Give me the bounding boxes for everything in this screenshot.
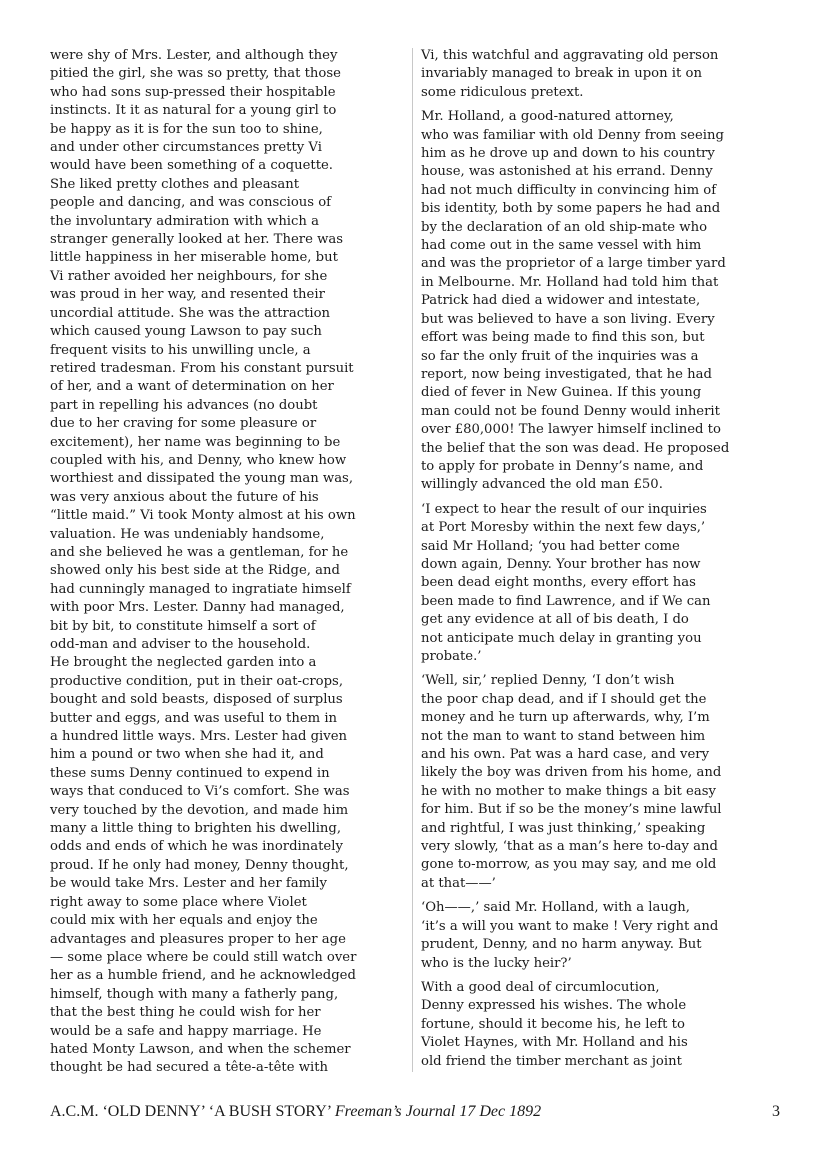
text-line: himself, though with many a fatherly pang, xyxy=(50,986,339,1002)
left-text-column xyxy=(50,47,402,1078)
text-line: these sums Denny continued to expend in xyxy=(50,765,330,781)
text-line: Vi, this watchful and aggravating old person xyxy=(421,48,719,63)
text-line: and rightful, I was just thinking,’ speaking xyxy=(421,820,706,836)
text-line: had cunningly managed to ingratiate himself xyxy=(50,581,351,597)
text-line: and she believed he was a gentleman, for he xyxy=(50,544,349,560)
text-line: could mix with her equals and enjoy the xyxy=(50,913,318,929)
text-line: gone to-morrow, as you may say, and me old xyxy=(421,857,717,873)
text-line: but was believed to have a son living. Every xyxy=(421,311,715,327)
text-line: the belief that the son was dead. He proposed xyxy=(421,440,730,456)
text-line: for him. But if so be the money’s mine lawful xyxy=(421,802,722,818)
text-line: in Melbourne. Mr. Holland had told him that xyxy=(421,274,719,290)
text-line: thought be had secured a tête-a-tête with xyxy=(50,1060,329,1076)
text-line: her as a humble friend, and he acknowledged xyxy=(50,968,356,984)
text-line: been dead eight months, every effort has xyxy=(421,575,696,591)
text-line: to apply for probate in Denny’s name, and xyxy=(421,458,704,474)
text-line: Violet Haynes, with Mr. Holland and his xyxy=(421,1035,688,1051)
text-line: died of fever in New Guinea. If this young xyxy=(421,385,702,401)
text-line: get any evidence at all of bis death, I do xyxy=(421,612,689,628)
text-line: likely the boy was driven from his home, and xyxy=(421,765,722,781)
text-line: very touched by the devotion, and made him xyxy=(50,802,349,818)
text-line: frequent visits to his unwilling uncle, a xyxy=(50,342,311,358)
text-line: probate.’ xyxy=(421,649,482,664)
text-line: prudent, Denny, and no harm anyway. But xyxy=(421,937,702,953)
text-line: effort was being made to find this son, but xyxy=(421,330,705,346)
text-line: at that——’ xyxy=(421,875,496,891)
text-line: were shy of Mrs. Lester, and although they xyxy=(50,48,338,63)
text-line: butter and eggs, and was useful to them in xyxy=(50,710,338,726)
text-line: retired tradesman. From his constant pursuit xyxy=(50,360,354,376)
text-line: and under other circumstances pretty Vi xyxy=(50,140,322,156)
text-line: with poor Mrs. Lester. Danny had managed, xyxy=(50,600,345,616)
text-line: money and he turn up afterwards, why, I’m xyxy=(421,710,710,726)
right-text-column xyxy=(421,47,777,1071)
text-line: Mr. Holland, a good-natured attorney, xyxy=(421,109,674,125)
text-line: excitement), her name was beginning to be xyxy=(50,434,341,450)
text-line: had come out in the same vessel with him xyxy=(421,238,702,254)
text-line: coupled with his, and Denny, who knew how xyxy=(50,452,347,468)
text-line: many a little thing to brighten his dwelling, xyxy=(50,821,342,837)
text-line: uncordial attitude. She was the attraction xyxy=(50,305,331,321)
text-line: was very anxious about the future of his xyxy=(50,489,319,505)
text-line: would be a safe and happy marriage. He xyxy=(50,1023,322,1039)
text-line: With a good deal of circumlocution, xyxy=(421,979,660,995)
text-line: and was the proprietor of a large timber yard xyxy=(421,256,726,272)
footer-citation: A.C.M. ‘OLD DENNY’ ‘A BUSH STORY’ xyxy=(50,1103,335,1120)
text-line: and his own. Pat was a hard case, and very xyxy=(421,747,710,763)
text-line: him a pound or two when she had it, and xyxy=(50,747,324,763)
text-line: bought and sold beasts, disposed of surplus xyxy=(50,692,343,708)
text-line: ‘Well, sir,’ replied Denny, ‘I don’t wish xyxy=(421,673,675,689)
text-line: who is the lucky heir?’ xyxy=(421,955,572,971)
text-line: valuation. He was undeniably handsome, xyxy=(50,526,325,542)
footer-source: Freeman’s Journal 17 Dec 1892 xyxy=(334,1103,542,1120)
text-line: old friend the timber merchant as joint xyxy=(421,1053,682,1069)
page-number: 3 xyxy=(772,1103,780,1120)
text-line: Denny expressed his wishes. The whole xyxy=(421,998,687,1014)
text-line: fortune, should it become his, he left to xyxy=(421,1016,685,1032)
text-line: ‘Oh——,’ said Mr. Holland, with a laugh, xyxy=(421,900,690,916)
text-line: little happiness in her miserable home, but xyxy=(50,250,338,266)
text-line: he with no mother to make things a bit easy xyxy=(421,783,716,799)
text-line: ‘it’s a will you want to make ! Very right and xyxy=(421,918,719,934)
text-line: hated Monty Lawson, and when the schemer xyxy=(50,1041,351,1057)
text-line: at Port Moresby within the next few days,’ xyxy=(421,520,706,536)
text-line: the poor chap dead, and if I should get the xyxy=(421,691,707,707)
text-line: be would take Mrs. Lester and her family xyxy=(50,876,327,892)
page-footer xyxy=(50,1103,780,1121)
text-line: bit by bit, to constitute himself a sort of xyxy=(50,618,316,634)
text-line: been made to find Lawrence, and if We can xyxy=(421,593,711,609)
text-line: ‘I expect to hear the result of our inquiries xyxy=(421,501,707,517)
text-line: bis identity, both by some papers he had and xyxy=(421,201,721,217)
text-line: so far the only fruit of the inquiries was a xyxy=(421,348,699,364)
text-line: instincts. It it as natural for a young girl to xyxy=(50,103,337,119)
text-line: the involuntary admiration with which a xyxy=(50,213,319,229)
text-line: stranger generally looked at her. There was xyxy=(50,232,343,248)
text-line: by the declaration of an old ship-mate who xyxy=(421,219,708,235)
text-line: due to her craving for some pleasure or xyxy=(50,416,317,432)
text-line: who was familiar with old Denny from seeing xyxy=(421,127,724,143)
column-divider xyxy=(412,48,413,1072)
text-line: him as he drove up and down to his country xyxy=(421,146,715,162)
text-line: worthiest and dissipated the young man was, xyxy=(50,471,354,487)
text-line: house, was astonished at his errand. Denny xyxy=(421,164,713,180)
text-line: that the best thing he could wish for her xyxy=(50,1005,321,1021)
text-line: proud. If he only had money, Denny thought, xyxy=(50,857,349,873)
text-line: “little maid.” Vi took Monty almost at his own xyxy=(50,508,356,524)
text-line: had not much difficulty in convincing him of xyxy=(421,182,717,198)
text-line: down again, Denny. Your brother has now xyxy=(421,556,701,572)
text-line: would have been something of a coquette. xyxy=(50,158,333,174)
text-line: Vi rather avoided her neighbours, for she xyxy=(50,268,328,284)
text-line: very slowly, ‘that as a man’s here to-day and xyxy=(421,839,718,855)
text-line: part in repelling his advances (no doubt xyxy=(50,397,318,413)
text-line: right away to some place where Violet xyxy=(50,894,307,910)
text-line: willingly advanced the old man £50. xyxy=(421,477,663,493)
text-line: who had sons sup-pressed their hospitable xyxy=(50,84,336,100)
text-line: ways that conduced to Vi’s comfort. She was xyxy=(50,784,350,800)
text-line: said Mr Holland; ‘you had better come xyxy=(421,538,680,554)
text-line: advantages and pleasures proper to her age xyxy=(50,931,346,947)
text-line: was proud in her way, and resented their xyxy=(50,287,325,303)
text-line: — some place where be could still watch over xyxy=(50,949,357,965)
text-line: be happy as it is for the sun too to shine, xyxy=(50,121,323,137)
text-line: She liked pretty clothes and pleasant xyxy=(50,176,300,192)
text-line: man could not be found Denny would inherit xyxy=(421,403,720,419)
text-line: people and dancing, and was conscious of xyxy=(50,195,332,211)
text-line: odds and ends of which he was inordinately xyxy=(50,839,343,855)
text-line: He brought the neglected garden into a xyxy=(50,655,317,671)
text-line: over £80,000! The lawyer himself inclined to xyxy=(421,422,721,438)
text-line: report, now being investigated, that he had xyxy=(421,366,712,382)
text-line: showed only his best side at the Ridge, and xyxy=(50,563,340,579)
text-line: Patrick had died a widower and intestate, xyxy=(421,293,701,309)
text-line: productive condition, put in their oat-crops, xyxy=(50,673,344,689)
text-line: some ridiculous pretext. xyxy=(421,84,584,100)
text-line: not the man to want to stand between him xyxy=(421,728,706,744)
text-line: odd-man and adviser to the household. xyxy=(50,637,311,652)
text-line: pitied the girl, she was so pretty, that those xyxy=(50,66,341,82)
text-line: of her, and a want of determination on her xyxy=(50,379,334,395)
text-line: which caused young Lawson to pay such xyxy=(50,324,322,340)
text-line: invariably managed to break in upon it on xyxy=(421,66,702,82)
text-line: a hundred little ways. Mrs. Lester had given xyxy=(50,729,348,745)
text-line: not anticipate much delay in granting you xyxy=(421,630,702,646)
